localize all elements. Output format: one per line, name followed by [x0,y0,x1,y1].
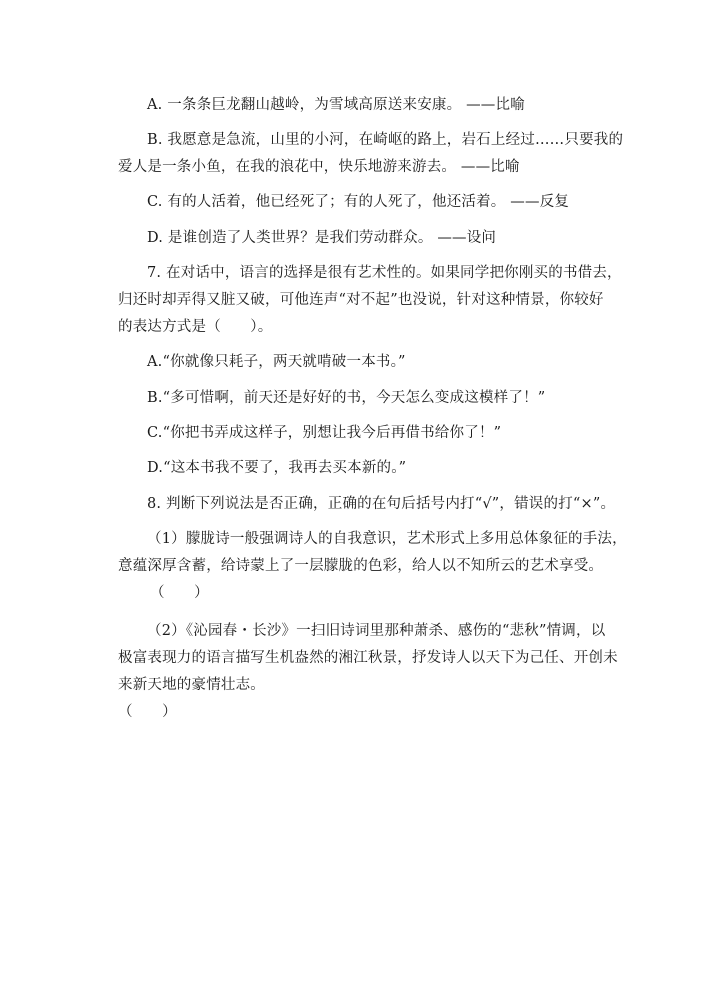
question-8-2-line3: 来新天地的豪情壮志。 [118,677,265,693]
option-a-q7: A.“你就像只耗子，两天就啃破一本书。” [147,354,406,370]
question-7-line2: 归还时却弄得又脏又破，可他连声“对不起”也没说，针对这种情景，你较好 [118,292,604,308]
option-d-q7: D.“这本书我不要了，我再去买本新的。” [147,460,407,476]
question-8-2-line1: （2）《沁园春・长沙》一扫旧诗词里那种萧杀、感伤的“悲秋”情调，以 [147,623,606,639]
question-8-2-line2: 极富表现力的语言描写生机盎然的湘江秋景，抒发诗人以天下为己任、开创未 [118,650,618,666]
option-b-q7: B.“多可惜啊，前天还是好好的书，今天怎么变成这模样了！” [147,390,546,406]
option-c-q6: C. 有的人活着，他已经死了；有的人死了，他还活着。 ——反复 [147,194,570,210]
question-8-1-line2: 意蕴深厚含蓄，给诗蒙上了一层朦胧的色彩，给人以不知所云的艺术享受。 [118,558,604,574]
question-8-1-line1: （1）朦胧诗一般强调诗人的自我意识，艺术形式上多用总体象征的手法， [147,531,627,547]
question-7-line3: 的表达方式是（ ）。 [118,319,273,335]
option-d-q6: D. 是谁创造了人类世界？是我们劳动群众。 ——设问 [147,230,497,246]
option-c-q7: C.“你把书弄成这样子，别想让我今后再借书给你了！” [147,425,502,441]
question-8-1-answer-parens: （ ） [150,585,209,601]
question-8-2-answer-parens: （ ） [118,704,177,720]
option-a-q6: A. 一条条巨龙翻山越岭，为雪域高原送来安康。 ——比喻 [147,97,525,113]
option-b-q6-line2: 爱人是一条小鱼，在我的浪花中，快乐地游来游去。 ——比喻 [118,159,520,175]
option-b-q6-line1: B. 我愿意是急流，山里的小河，在崎岖的路上，岩石上经过……只要我的 [147,132,624,148]
question-7-line1: 7. 在对话中，语言的选择是很有艺术性的。如果同学把你刚买的书借去， [147,265,622,281]
question-8: 8. 判断下列说法是否正确，正确的在句后括号内打“√”，错误的打“×”。 [147,496,616,512]
